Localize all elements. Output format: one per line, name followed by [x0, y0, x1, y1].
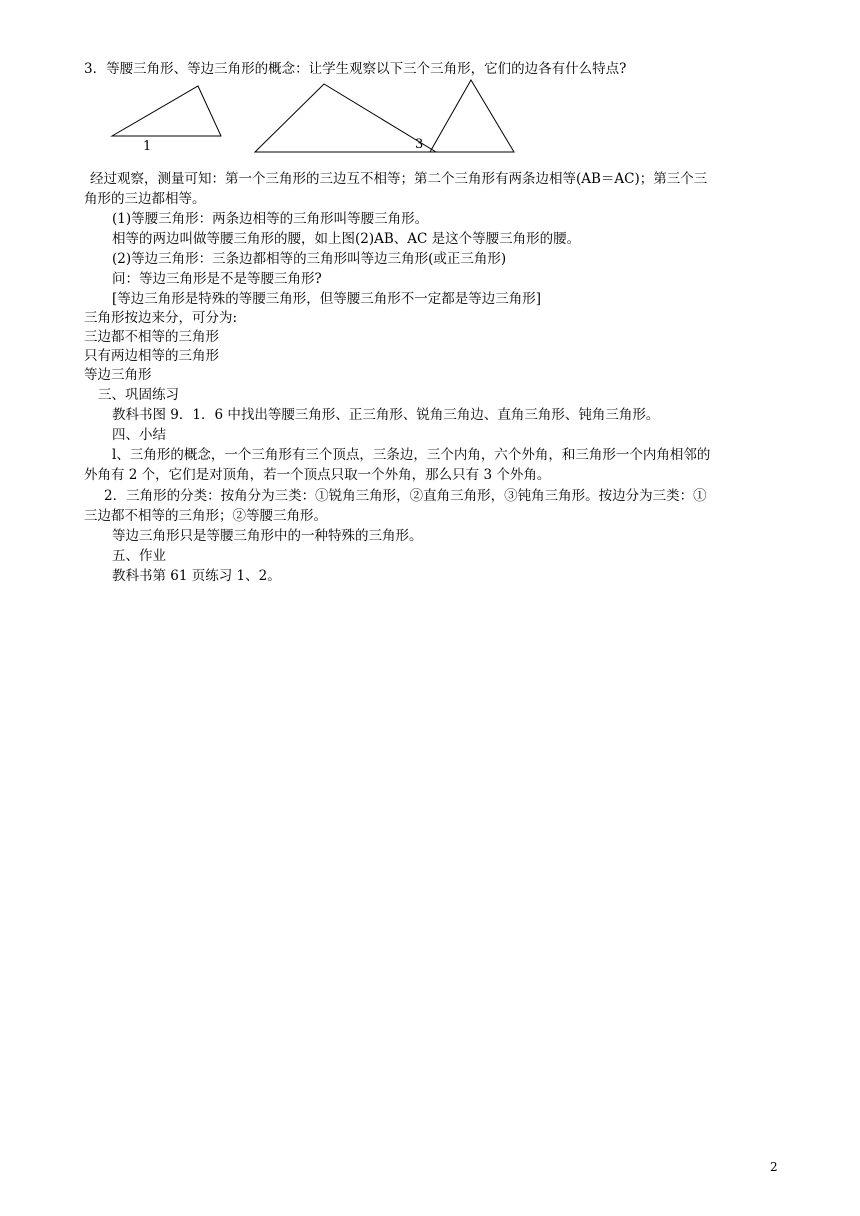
paragraph: 教科书第 61 页练习 1、2。: [112, 568, 281, 584]
paragraph: 问：等边三角形是不是等腰三角形?: [112, 271, 322, 287]
paragraph: l、三角形的概念，一个三角形有三个顶点，三条边，三个内角，六个外角，和三角形一个内角相邻的: [112, 447, 711, 463]
paragraph: 三边都不相等的三角形；②等腰三角形。: [84, 508, 327, 524]
paragraph: 2．三角形的分类：按角分为三类：①锐角三角形，②直角三角形，③钝角三角形。按边分为三类：①: [104, 488, 707, 504]
triangle-figure: [100, 78, 530, 158]
section-heading: 四、小结: [112, 427, 166, 443]
list-item: 只有两边相等的三角形: [84, 348, 219, 364]
paragraph: (2)等边三角形：三条边都相等的三角形叫等边三角形(或正三角形): [112, 251, 507, 267]
paragraph: 外角有 2 个，它们是对顶角，若一个顶点只取一个外角，那么只有 3 个外角。: [84, 467, 551, 483]
scalene-triangle: [112, 86, 221, 136]
paragraph: 相等的两边叫做等腰三角形的腰，如上图(2)AB、AC 是这个等腰三角形的腰。: [112, 231, 581, 247]
list-item: 等边三角形: [84, 367, 152, 383]
section-heading: 3．等腰三角形、等边三角形的概念：让学生观察以下三个三角形，它们的边各有什么特点?: [84, 61, 627, 77]
paragraph: 三角形按边来分，可分为:: [84, 310, 238, 326]
section-heading: 三、巩固练习: [98, 387, 179, 403]
list-item: 三边都不相等的三角形: [84, 329, 219, 345]
figure-label-1: 1: [143, 139, 152, 154]
equilateral-triangle: [430, 80, 514, 152]
paragraph: [等边三角形是特殊的等腰三角形，但等腰三角形不一定都是等边三角形]: [112, 291, 542, 307]
paragraph: 等边三角形只是等腰三角形中的一种特殊的三角形。: [112, 528, 423, 544]
triangles-diagram: [100, 78, 530, 158]
isosceles-triangle: [255, 84, 436, 152]
paragraph: 经过观察，测量可知：第一个三角形的三边互不相等；第二个三角形有两条边相等(AB＝AC)；第三个三: [90, 171, 708, 187]
paragraph: 教科书图 9．1．6 中找出等腰三角形、正三角形、锐角三角边、直角三角形、钝角三角形。: [112, 407, 660, 423]
figure-label-3: 3: [415, 137, 424, 152]
section-heading: 五、作业: [112, 548, 166, 564]
paragraph: 角形的三边都相等。: [84, 191, 206, 207]
page-number: 2: [770, 1160, 778, 1174]
paragraph: (1)等腰三角形：两条边相等的三角形叫等腰三角形。: [112, 211, 429, 227]
